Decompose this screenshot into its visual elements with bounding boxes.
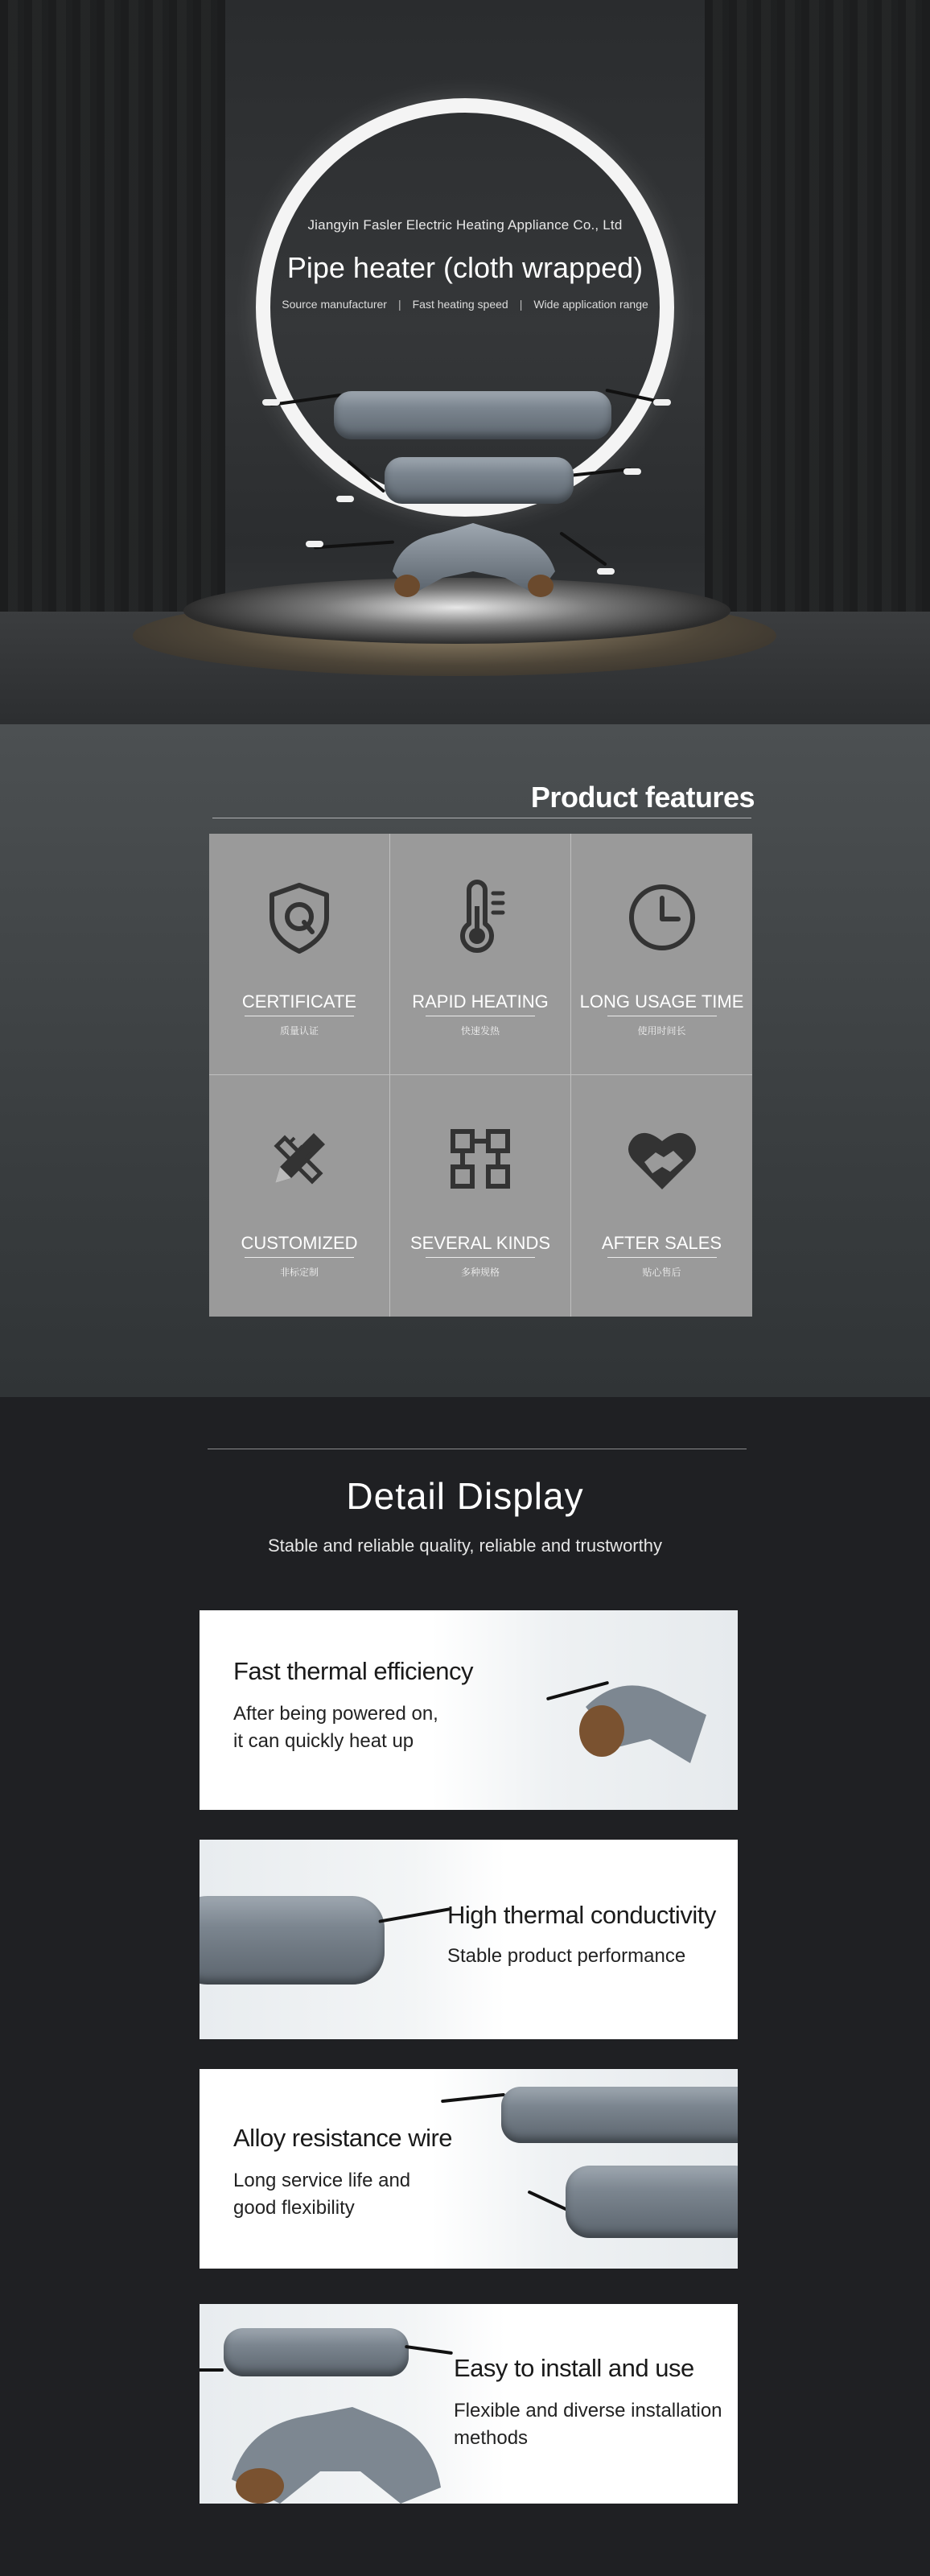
card-desc-line: it can quickly heat up (233, 1730, 414, 1752)
cable-tip (262, 399, 280, 406)
detail-subtitle: Stable and reliable quality, reliable and trustworthy (268, 1535, 662, 1556)
cable-tip (653, 399, 671, 406)
feature-label-cn: 使用时间长 (637, 1025, 686, 1037)
feature-label-en: SEVERAL KINDS (409, 1233, 551, 1253)
feature-label-cn: 非标定制 (279, 1267, 319, 1278)
hero-tags (0, 298, 930, 311)
detail-title: Detail Display (346, 1475, 584, 1517)
features-grid (209, 834, 752, 1317)
feature-card-several-kinds (390, 1075, 571, 1317)
feature-label-cn: 贴心售后 (642, 1267, 681, 1278)
card-title: High thermal conductivity (447, 1901, 716, 1929)
nodes-icon (442, 1120, 519, 1197)
card-desc-line: good flexibility (233, 2197, 355, 2219)
heater-cable (559, 531, 607, 566)
tag-separator: | (519, 298, 523, 311)
card-desc-line: methods (454, 2427, 529, 2449)
heater-product-image (385, 457, 574, 504)
heater-product-image (334, 391, 611, 439)
feature-card-customized (209, 1075, 390, 1317)
tag-fast-heating: Fast heating speed (412, 298, 508, 311)
hero-text-block (0, 217, 930, 311)
feature-card-long-usage (571, 834, 752, 1075)
heater-product-image (224, 2328, 409, 2376)
feature-underline (426, 1257, 535, 1258)
heart-handshake-icon (623, 1120, 701, 1197)
feature-label-en: RAPID HEATING (412, 991, 549, 1012)
card-description (454, 2397, 722, 2452)
product-title: Pipe heater (cloth wrapped) (286, 251, 644, 284)
cable-tip (623, 468, 641, 475)
feature-card-certificate (209, 834, 390, 1075)
feature-card-after-sales (571, 1075, 752, 1317)
cable-tip (306, 541, 323, 547)
tag-wide-application: Wide application range (533, 298, 648, 311)
feature-label-cn: 快速发热 (460, 1025, 500, 1037)
detail-card-alloy-wire (200, 2069, 738, 2269)
heater-cable (314, 541, 394, 550)
feature-underline (245, 1257, 354, 1258)
cable-tip (597, 568, 615, 575)
feature-label-cn: 质量认证 (279, 1025, 319, 1037)
shield-q-icon (261, 879, 338, 956)
pencil-ruler-icon (261, 1120, 338, 1197)
hero-banner (0, 0, 930, 724)
tag-separator: | (397, 298, 401, 311)
elbow-heater-image (216, 2391, 457, 2504)
card-description (233, 2167, 410, 2222)
card-description (233, 1700, 438, 1755)
detail-display-section (0, 1397, 930, 2576)
card-title: Easy to install and use (454, 2354, 694, 2382)
heater-product-image (566, 2166, 738, 2238)
feature-label-en: CUSTOMIZED (241, 1233, 358, 1253)
clock-icon (623, 879, 701, 956)
tag-source-manufacturer: Source manufacturer (282, 298, 387, 311)
card-description (447, 1943, 685, 1970)
thermometer-icon (442, 879, 519, 956)
feature-card-rapid-heating (390, 834, 571, 1075)
card-title: Fast thermal efficiency (233, 1657, 474, 1685)
card-desc-line: Long service life and (233, 2170, 411, 2191)
feature-label-en: AFTER SALES (601, 1233, 722, 1253)
elbow-heater-image (385, 515, 563, 604)
features-title: Product features (530, 781, 755, 814)
detail-card-thermal-conductivity (200, 1840, 738, 2039)
heater-product-image (501, 2087, 738, 2143)
detail-card-easy-install (200, 2304, 738, 2504)
detail-card-thermal-efficiency (200, 1610, 738, 1810)
feature-label-en: LONG USAGE TIME (579, 991, 744, 1012)
cable-tip (336, 496, 354, 502)
feature-underline (607, 1257, 717, 1258)
heater-cable (200, 2368, 224, 2372)
feature-label-en: CERTIFICATE (241, 991, 357, 1012)
company-name: Jiangyin Fasler Electric Heating Appliance Co., Ltd (307, 217, 623, 233)
card-title: Alloy resistance wire (233, 2124, 453, 2152)
feature-label-cn: 多种规格 (460, 1267, 500, 1278)
card-desc-line: Stable product performance (447, 1945, 686, 1967)
elbow-heater-image (570, 1659, 730, 1779)
card-desc-line: Flexible and diverse installation (454, 2400, 722, 2421)
product-features-section (0, 724, 930, 1397)
card-desc-line: After being powered on, (233, 1703, 438, 1725)
heater-product-image (200, 1896, 385, 1985)
